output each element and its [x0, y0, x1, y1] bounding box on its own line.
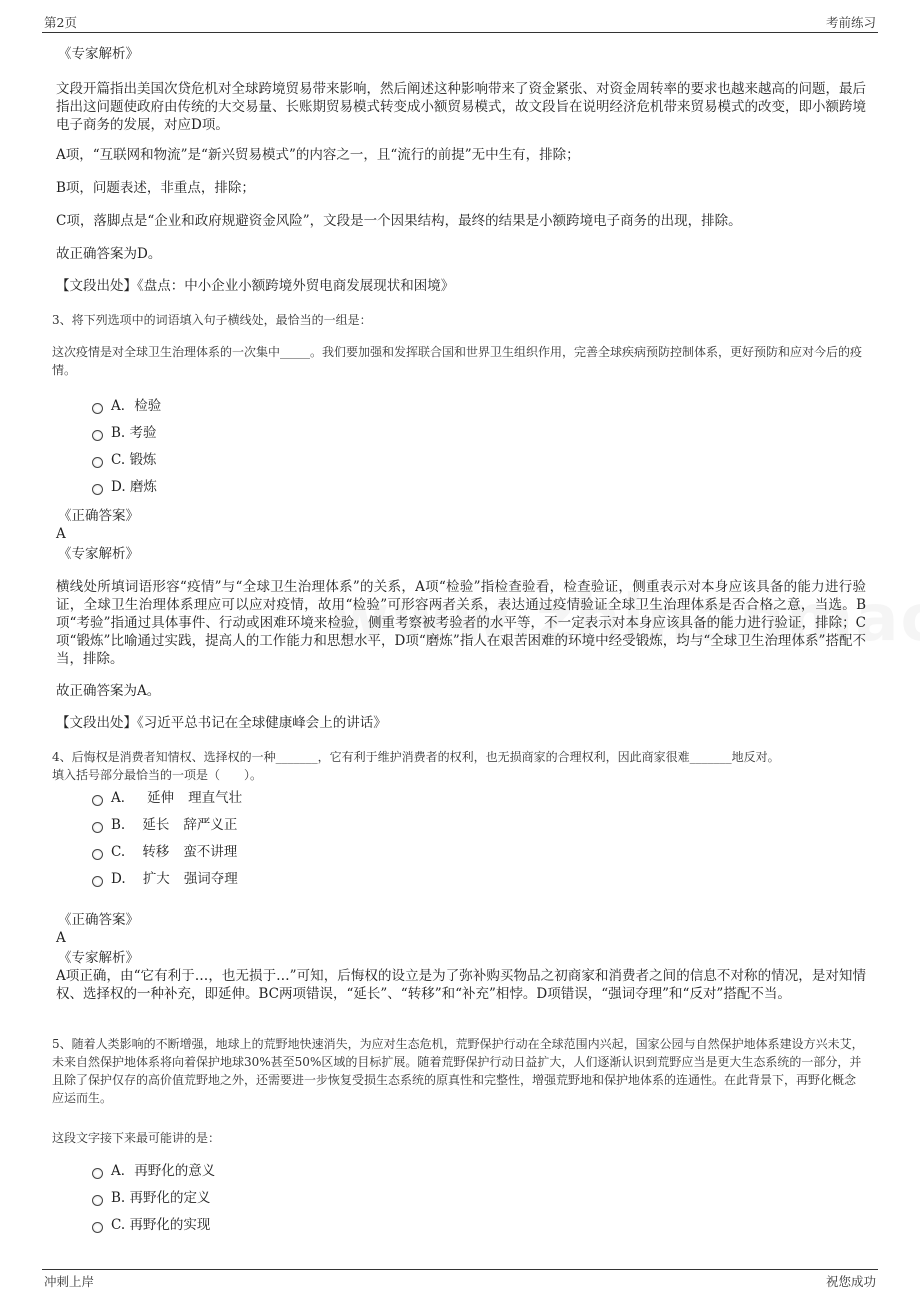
option-word-2: 强词夺理	[183, 871, 238, 887]
question-3-stem: 这次疫情是对全球卫生治理体系的一次集中_____。我们要加强和发挥联合国和世界卫生组织作用，完善全球疾病预防控制体系，更好预防和应对今后的疫情。	[52, 345, 863, 377]
radio-icon[interactable]	[92, 876, 103, 887]
radio-icon[interactable]	[92, 795, 103, 806]
correct-answer-label: 《正确答案》	[58, 508, 139, 524]
source-label: 【文段出处】	[56, 715, 137, 731]
radio-icon[interactable]	[92, 430, 103, 441]
option-letter: D.	[111, 479, 126, 495]
option-word-2: 理直气壮	[188, 790, 243, 806]
option-word-1: 扩大	[142, 871, 170, 887]
q4-option-c[interactable]	[92, 843, 237, 861]
option-text: 再野化的意义	[134, 1163, 216, 1179]
q5-option-b[interactable]	[92, 1189, 211, 1207]
option-text: 锻炼	[129, 452, 157, 468]
q4-option-d[interactable]	[92, 870, 238, 888]
question-4-prompt: 填入括号部分最恰当的一项是（ ）。	[52, 768, 263, 782]
source-title: 《盘点：中小企业小额跨境外贸电商发展现状和困境》	[137, 278, 455, 294]
expert-label: 《专家解析》	[58, 46, 139, 62]
q4-option-a[interactable]	[92, 789, 242, 807]
radio-icon[interactable]	[92, 1168, 103, 1179]
option-text: 磨炼	[129, 479, 157, 495]
source-title: 《习近平总书记在全球健康峰会上的讲话》	[137, 715, 387, 731]
correct-answer-value: A	[56, 930, 66, 946]
analysis-option-c: C项，落脚点是“企业和政府规避资金风险”，文段是一个因果结构，最终的结果是小额跨境电子商务的出现，排除。	[56, 213, 742, 229]
option-word-2: 辞严义正	[183, 817, 238, 833]
option-text: 再野化的定义	[129, 1190, 211, 1206]
analysis-text: 文段开篇指出美国次贷危机对全球跨境贸易带来影响，然后阐述这种影响带来了资金紧张、对资金周转率的要求也越来越高的问题，最后指出这问题使政府由传统的大交易量、长账期贸易模式转变成小额贸易模式，故文段旨在说明经济危机带来贸易模式的改变，即小额跨境电子商务的发展，对应D项。	[56, 81, 866, 133]
option-text: 检验	[134, 398, 162, 414]
option-word-1: 延长	[142, 817, 170, 833]
option-text: 考验	[129, 425, 157, 441]
option-letter: B.	[111, 1190, 126, 1206]
footer-left-text: 冲刺上岸	[44, 1274, 95, 1289]
radio-icon[interactable]	[92, 822, 103, 833]
radio-icon[interactable]	[92, 457, 103, 468]
correct-answer-label: 《正确答案》	[58, 912, 139, 928]
option-letter: B.	[111, 817, 126, 833]
conclusion: 故正确答案为D。	[56, 246, 162, 262]
radio-icon[interactable]	[92, 849, 103, 860]
q5-option-c[interactable]	[92, 1216, 210, 1234]
q5-option-a[interactable]	[92, 1162, 215, 1180]
footer-right-text: 祝您成功	[825, 1274, 876, 1289]
question-4-stem: 4、后悔权是消费者知情权、选择权的一种_______，它有利于维护消费者的权利，也无损商家的合理权利，因此商家很难_______地反对。	[52, 750, 780, 764]
option-letter: C.	[111, 1217, 126, 1233]
question-5-stem: 5、随着人类影响的不断增强，地球上的荒野地快速消失，为应对生态危机，荒野保护行动在全球范围内兴起，国家公园与自然保护地体系建设方兴未艾，未来自然保护地体系将向着保护地球30%甚至50%区域的目标扩展。随着荒野保护行动日益扩大，人们逐渐认识到荒野应当是更大生态系统的一部分，并且除了保护仅存的高价值荒野地之外，还需要进一步恢复受损生态系统的原真性和完整性，增强荒野地和保护地体系的连通性。在此背景下，再野化概念应运而生。	[52, 1037, 864, 1105]
radio-icon[interactable]	[92, 484, 103, 495]
q3-option-b[interactable]	[92, 424, 157, 442]
analysis-option-b: B项，问题表述，非重点，排除；	[56, 180, 255, 196]
analysis-text: A项正确，由“它有利于…，也无损于…”可知，后悔权的设立是为了弥补购买物品之初商家和消费者之间的信息不对称的情况，是对知情权、选择权的一种补充，即延伸。BC两项错误，“延长”、“转移”和“补充”相悖。D项错误，“强词夺理”和“反对”搭配不当。	[56, 968, 866, 1002]
q3-option-c[interactable]	[92, 451, 156, 469]
option-letter: B.	[111, 425, 126, 441]
option-word-2: 蛮不讲理	[183, 844, 238, 860]
option-word-1: 转移	[142, 844, 170, 860]
question-3-title: 3、将下列选项中的词语填入句子横线处，最恰当的一组是：	[52, 313, 372, 327]
page-number: 第2页	[44, 15, 77, 30]
option-text: 再野化的实现	[129, 1217, 211, 1233]
option-word-1: 延伸	[147, 790, 175, 806]
question-5-prompt: 这段文字接下来最可能讲的是：	[52, 1131, 221, 1145]
expert-label: 《专家解析》	[58, 546, 139, 562]
analysis-option-a: A项，“互联网和物流”是“新兴贸易模式”的内容之一，且“流行的前提”无中生有，排除；	[56, 147, 580, 163]
radio-icon[interactable]	[92, 1222, 103, 1233]
option-letter: D.	[111, 871, 126, 887]
q3-option-a[interactable]	[92, 397, 161, 415]
option-letter: A．	[111, 790, 135, 806]
option-letter: A．	[111, 1163, 135, 1179]
page-footer	[42, 1269, 878, 1292]
correct-answer-value: A	[56, 526, 66, 542]
conclusion: 故正确答案为A。	[56, 683, 161, 699]
radio-icon[interactable]	[92, 403, 103, 414]
page-header	[42, 12, 878, 33]
source-label: 【文段出处】	[56, 278, 137, 294]
source-line	[56, 277, 454, 295]
option-letter: A．	[111, 398, 135, 414]
q3-option-d[interactable]	[92, 478, 157, 496]
header-title: 考前练习	[825, 15, 876, 30]
source-line	[56, 714, 387, 732]
radio-icon[interactable]	[92, 1195, 103, 1206]
expert-label: 《专家解析》	[58, 950, 139, 966]
q4-option-b[interactable]	[92, 816, 237, 834]
analysis-text: 横线处所填词语形容“疫情”与“全球卫生治理体系”的关系，A项“检验”指检查验看，检查验证，侧重表示对本身应该具备的能力进行验证，全球卫生治理体系理应可以应对疫情，故用“检验”可形容两者关系，表达通过疫情验证全球卫生治理体系是否合格之意，当选。B项“考验”指通过具体事件、行动或困难环境来检验，侧重考察被考验者的水平等，不一定表示对本身应该具备的能力进行验证，排除；C项“锻炼”比喻通过实践，提高人的工作能力和思想水平，D项“磨炼”指人在艰苦困难的环境中经受锻炼，均与“全球卫生治理体系”搭配不当，排除。	[56, 579, 866, 667]
option-letter: C.	[111, 452, 126, 468]
option-letter: C.	[111, 844, 126, 860]
